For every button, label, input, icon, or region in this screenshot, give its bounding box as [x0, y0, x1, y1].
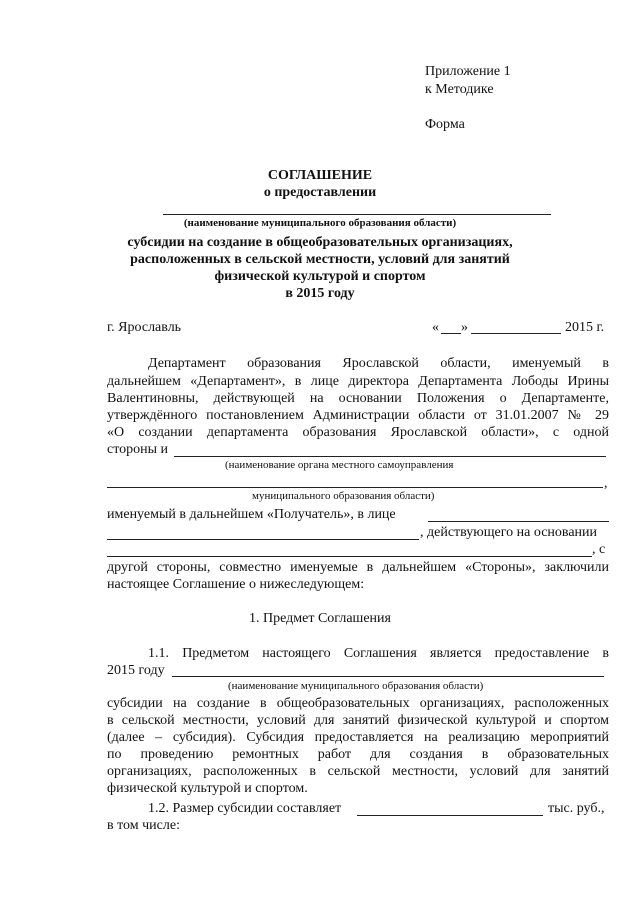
recipient-line: именуемый в дальнейшем «Получатель», в лице [107, 507, 396, 522]
date-day-blank [441, 333, 461, 334]
section-1-title: 1. Предмет Соглашения [249, 611, 391, 626]
preamble-line-11: настоящее Соглашение о нижеследующем: [107, 577, 365, 592]
municipality-caption: (наименование муниципального образования области) [183, 217, 457, 229]
form-label: Форма [425, 117, 465, 132]
clause-1-1-line-1: 1.1. Предметом настоящего Соглашения является предоставление в [148, 646, 609, 661]
clause-1-2-line-2: в том числе: [107, 818, 180, 833]
preamble-line-4: утверждённого постановлением Администрации области от 31.01.2007 № 29 [107, 408, 609, 423]
preamble-line-2: дальнейшем «Департамент», в лице директора Департамента Лободы Ирины [107, 374, 609, 389]
appendix-number: Приложение 1 [425, 64, 511, 79]
subsidy-unit: тыс. руб., [548, 801, 605, 816]
recipient-rep-blank-2 [107, 539, 419, 540]
clause-1-1-caption: (наименование муниципального образования области) [228, 680, 484, 692]
municipality-name-caption: муниципального образования области) [252, 490, 435, 502]
subsidy-amount-blank [357, 815, 543, 816]
clause-1-1-municipality-blank [172, 676, 604, 677]
clause-1-1-line-3: субсидии на создание в общеобразовательных организациях, расположенных [107, 696, 609, 711]
comma: , [604, 476, 608, 491]
clause-1-2-line-1: 1.2. Размер субсидии составляет [148, 801, 342, 816]
date-year: 2015 г. [565, 320, 605, 335]
title-line-1: субсидии на создание в общеобразовательных организациях, [127, 235, 513, 250]
title-line-4: в 2015 году [285, 286, 355, 301]
clause-1-1-line-7: организациях, расположенных в сельской местности, условий для занятий [107, 764, 609, 779]
municipality-blank-line [163, 214, 551, 215]
clause-1-1-line-4: в сельской местности, условий для занятий физической культурой и спортом [107, 713, 609, 728]
date-month-blank [471, 333, 561, 334]
preamble-line-6: стороны и [107, 442, 169, 457]
preamble-line-10: другой стороны, совместно именуемые в дальнейшем «Стороны», заключили [107, 560, 609, 575]
acting-basis: , действующего на основании [420, 525, 598, 540]
document-title: СОГЛАШЕНИЕ [267, 168, 373, 183]
with-word: , с [592, 542, 606, 557]
preamble-line-5: «О создании департамента образования Ярославской области», с одной [107, 425, 609, 440]
clause-1-1-line-6: по проведению ремонтных работ для создания в образовательных [107, 747, 609, 762]
preamble-line-3: Валентиновны, действующей на основании Положения о Департаменте, [107, 391, 609, 406]
organ-name-caption: (наименование органа местного самоуправления [225, 459, 454, 471]
title-line-3: физической культурой и спортом [214, 269, 426, 284]
recipient-rep-blank [428, 521, 609, 522]
preamble-line-1: Департамент образования Ярославской области, именуемый в [148, 356, 609, 371]
appendix-reference: к Методике [425, 82, 494, 97]
title-line-2: расположенных в сельской местности, условий для занятий [130, 252, 510, 267]
clause-1-1-line-5: (далее – субсидия). Субсидия предоставляется на реализацию мероприятий [107, 730, 609, 745]
organ-name-blank-line [174, 456, 606, 457]
document-subtitle: о предоставлении [263, 185, 377, 200]
clause-1-1-line-8: физической культурой и спортом. [107, 781, 308, 796]
basis-document-blank [107, 556, 592, 557]
clause-1-1-line-2: 2015 году [107, 663, 165, 678]
date-day-close-quote: » [461, 320, 468, 335]
date-day-open-quote: « [432, 320, 439, 335]
organ-name-blank-line-2 [107, 487, 603, 488]
city: г. Ярославль [107, 320, 182, 335]
